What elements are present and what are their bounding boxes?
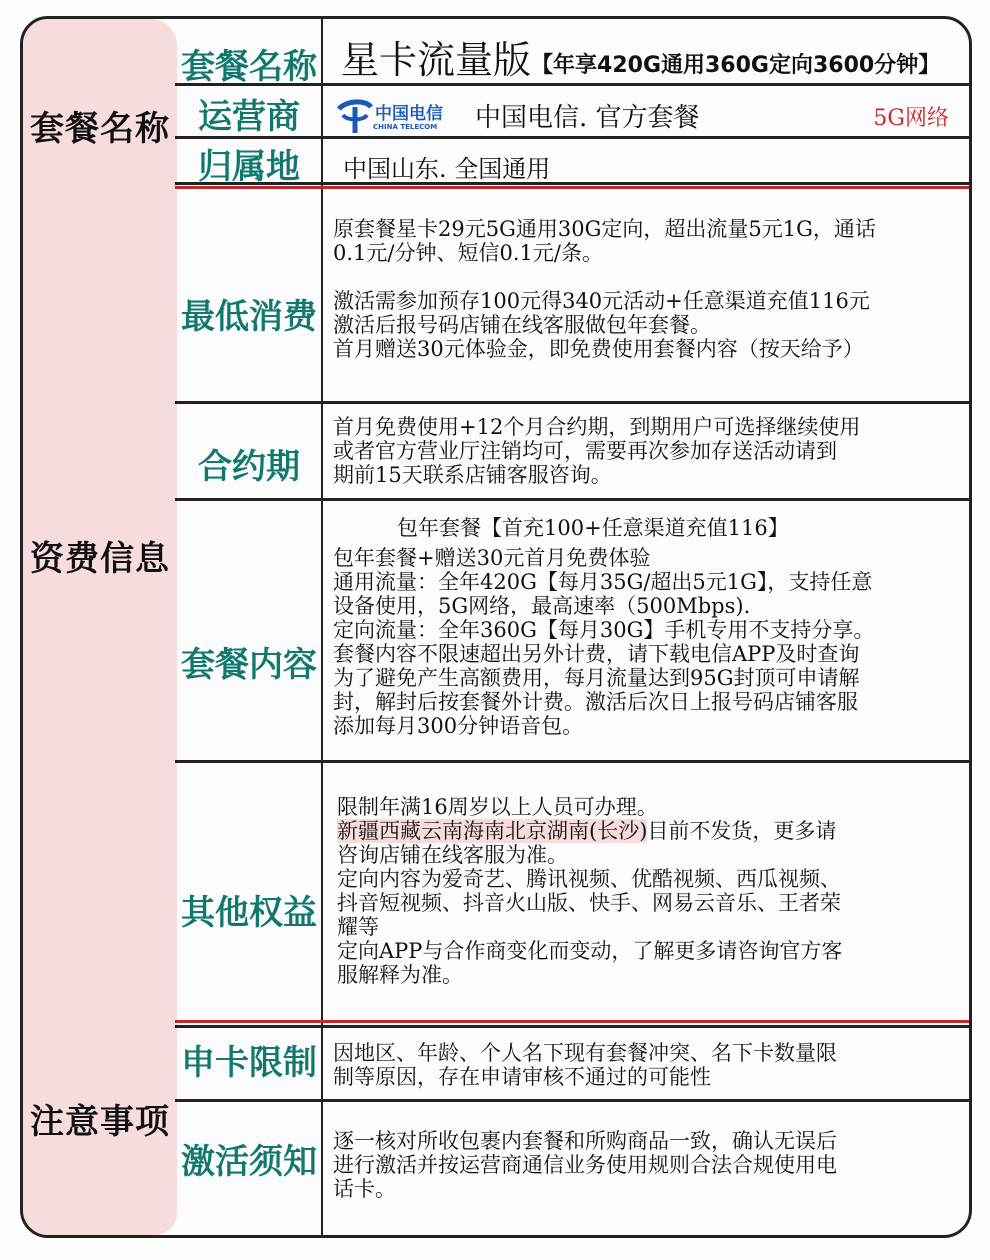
content-text bbox=[333, 516, 961, 738]
text-line: 限制年满16周岁以上人员可办理。 bbox=[337, 795, 658, 819]
text-line: 首月免费使用+12个月合约期，到期用户可选择继续使用 bbox=[333, 415, 861, 439]
text-line: 话卡。 bbox=[333, 1177, 396, 1201]
limits-text bbox=[333, 1041, 961, 1089]
text-line: 激活需参加预存100元得340元活动+任意渠道充值116元 bbox=[333, 289, 870, 313]
text-line: 通用流量：全年420G【每月35G/超出5元1G】，支持任意 bbox=[333, 570, 873, 594]
text-line bbox=[333, 265, 961, 289]
text-line: 套餐内容不限速超出另外计费，请下载电信APP及时查询 bbox=[333, 642, 860, 666]
text-line: 进行激活并按运营商通信业务使用规则合法合规使用电 bbox=[333, 1153, 837, 1177]
plan-title-text: 星卡流量版 bbox=[341, 38, 532, 82]
label-location: 归属地 bbox=[198, 147, 300, 187]
plan-subtitle: 【年享420G通用360G定向3600分钟】 bbox=[531, 53, 941, 78]
text-line: 服解释为准。 bbox=[337, 963, 463, 987]
plan-table bbox=[20, 16, 972, 1238]
label-plan-name: 套餐名称 bbox=[181, 47, 317, 87]
text-line: 逐一核对所收包裹内套餐和所购商品一致，确认无误后 bbox=[333, 1129, 837, 1153]
divider bbox=[175, 1099, 969, 1102]
text-line: 因地区、年龄、个人名下现有套餐冲突、名下卡数量限 bbox=[333, 1041, 837, 1065]
network-badge: 5G网络 bbox=[873, 106, 949, 131]
activation-text bbox=[333, 1129, 961, 1201]
china-telecom-logo bbox=[335, 97, 450, 137]
label-contract: 合约期 bbox=[198, 447, 300, 487]
text-line: 为了避免产生高额费用，每月流量达到95G封顶可申请解 bbox=[333, 666, 860, 690]
text-line: 首月赠送30元体验金，即免费使用套餐内容（按天给予） bbox=[333, 337, 864, 361]
text-line: 定向APP与合作商变化而变动，了解更多请咨询官方客 bbox=[337, 939, 843, 963]
telecom-emblem-icon bbox=[335, 97, 375, 137]
label-content: 套餐内容 bbox=[181, 645, 317, 685]
text-line: 封，解封后按套餐外计费。激活后次日上报号码店铺客服 bbox=[333, 690, 858, 714]
text-fragment: 目前不发货，更多请 bbox=[647, 819, 837, 843]
divider bbox=[175, 760, 969, 763]
benefits-text bbox=[337, 795, 961, 987]
text-line: 设备使用，5G网络，最高速率（500Mbps). bbox=[333, 594, 751, 618]
location-value: 中国山东. 全国通用 bbox=[343, 155, 551, 183]
text-line: 激活后报号码店铺在线客服做包年套餐。 bbox=[333, 313, 711, 337]
group-notes: 注意事项 bbox=[30, 1102, 170, 1142]
content-heading: 包年套餐【首充100+任意渠道充值116】 bbox=[397, 516, 789, 540]
contract-text bbox=[333, 415, 961, 487]
text-line: 抖音短视频、抖音火山版、快手、网易云音乐、王者荣 bbox=[337, 891, 841, 915]
min-spend-text bbox=[333, 217, 961, 361]
category-column bbox=[23, 19, 177, 1235]
text-line: 原套餐星卡29元5G通用30G定向，超出流量5元1G，通话 bbox=[333, 217, 876, 241]
logo-text-cn: 中国电信 bbox=[375, 104, 443, 124]
text-line: 或者官方营业厅注销均可，需要再次参加存送活动请到 bbox=[333, 439, 837, 463]
text-line: 添加每月300分钟语音包。 bbox=[333, 714, 584, 738]
operator-name: 中国电信. 官方套餐 bbox=[475, 103, 700, 133]
divider bbox=[175, 1025, 969, 1028]
label-benefits: 其他权益 bbox=[181, 893, 317, 933]
text-line: 期前15天联系店铺客服咨询。 bbox=[333, 463, 612, 487]
text-line: 包年套餐+赠送30元首月免费体验 bbox=[333, 546, 651, 570]
text-line: 耀等 bbox=[337, 915, 379, 939]
label-activation: 激活须知 bbox=[181, 1142, 317, 1182]
text-line: 咨询店铺在线客服为准。 bbox=[337, 843, 568, 867]
divider bbox=[175, 498, 969, 501]
highlighted-regions: 新疆西藏云南海南北京湖南(长沙) bbox=[337, 819, 648, 843]
label-operator: 运营商 bbox=[198, 97, 300, 137]
label-min-spend: 最低消费 bbox=[181, 297, 317, 337]
column-divider bbox=[321, 19, 323, 1235]
group-fee-info: 资费信息 bbox=[30, 539, 170, 579]
text-line: 定向内容为爱奇艺、腾讯视频、优酷视频、西瓜视频、 bbox=[337, 867, 841, 891]
text-line: 定向流量：全年360G【每月30G】手机专用不支持分享。 bbox=[333, 618, 875, 642]
text-line: 0.1元/分钟、短信0.1元/条。 bbox=[333, 241, 603, 265]
plan-title bbox=[341, 29, 940, 84]
divider bbox=[175, 401, 969, 404]
text-line: 制等原因，存在申请审核不通过的可能性 bbox=[333, 1065, 711, 1089]
text-line bbox=[337, 819, 961, 843]
label-limits: 申卡限制 bbox=[181, 1043, 317, 1083]
group-plan-name: 套餐名称 bbox=[30, 109, 170, 149]
logo-text-en: CHINA TELECOM bbox=[373, 123, 438, 131]
red-divider bbox=[175, 1020, 969, 1023]
